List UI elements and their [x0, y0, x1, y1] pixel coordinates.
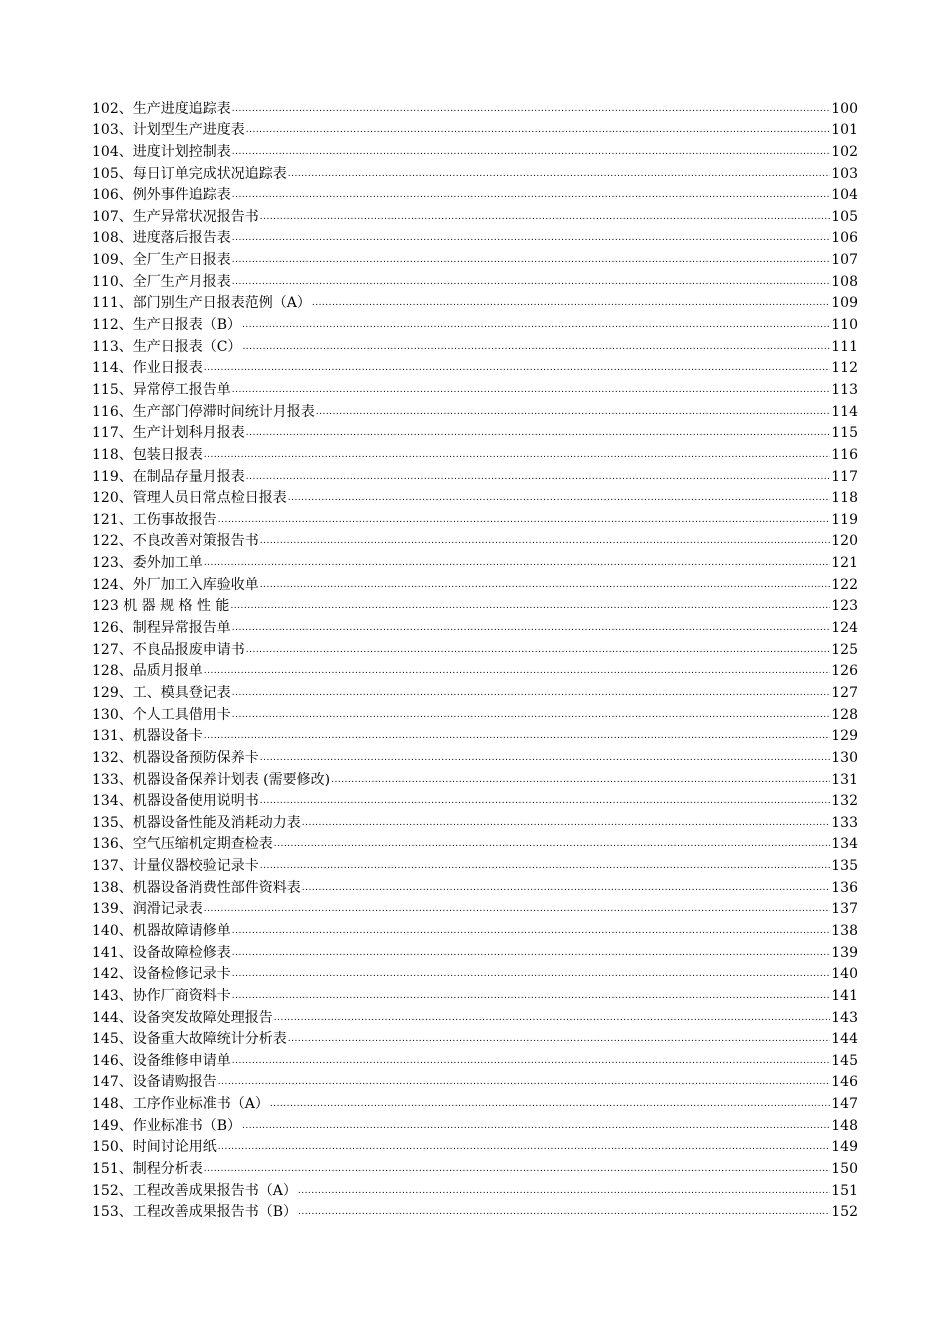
toc-entry-page-number: 148: [831, 1117, 858, 1134]
toc-entry-page-number: 122: [831, 576, 858, 593]
toc-entry[interactable]: [92, 312, 858, 334]
toc-entry[interactable]: [92, 269, 858, 291]
toc-entry[interactable]: [92, 247, 858, 269]
dot-leader: [312, 298, 830, 308]
toc-entry[interactable]: [92, 918, 858, 940]
toc-entry[interactable]: [92, 680, 858, 702]
toc-entry[interactable]: [92, 767, 858, 789]
toc-entry[interactable]: [92, 637, 858, 659]
toc-entry-title: 123、委外加工单: [92, 555, 203, 572]
dot-leader: [270, 1099, 830, 1109]
dot-leader: [298, 1207, 830, 1217]
toc-entry-page-number: 126: [831, 663, 858, 680]
toc-entry[interactable]: [92, 334, 858, 356]
dot-leader: [260, 212, 831, 222]
toc-entry-title: 104、进度计划控制表: [92, 143, 231, 160]
toc-entry-title: 114、作业日报表: [92, 360, 203, 377]
toc-entry-page-number: 116: [831, 446, 858, 463]
toc-entry-title: 153、工程改善成果报告书（B）: [92, 1204, 298, 1221]
dot-leader: [260, 861, 831, 871]
dot-leader: [246, 472, 831, 482]
dot-leader: [298, 1186, 830, 1196]
toc-entry-page-number: 124: [831, 620, 858, 637]
toc-entry-title: 106、例外事件追踪表: [92, 187, 231, 204]
dot-leader: [302, 883, 831, 893]
toc-entry-page-number: 103: [831, 165, 858, 182]
toc-entry[interactable]: [92, 1070, 858, 1092]
toc-entry-page-number: 120: [831, 533, 858, 550]
toc-entry[interactable]: [92, 962, 858, 984]
toc-entry[interactable]: [92, 550, 858, 572]
dot-leader: [218, 1142, 831, 1152]
toc-entry-title: 127、不良品报废申请书: [92, 641, 245, 658]
toc-entry-title: 142、设备检修记录卡: [92, 966, 231, 983]
toc-entry-title: 135、机器设备性能及消耗动力表: [92, 814, 301, 831]
toc-entry[interactable]: [92, 291, 858, 313]
dot-leader: [260, 536, 831, 546]
toc-entry[interactable]: [92, 724, 858, 746]
dot-leader: [242, 342, 830, 352]
toc-entry-title: 121、工伤事故报告: [92, 511, 217, 528]
toc-entry[interactable]: [92, 810, 858, 832]
toc-entry[interactable]: [92, 1135, 858, 1157]
toc-entry[interactable]: [92, 1027, 858, 1049]
toc-entry-title: 119、在制品存量月报表: [92, 468, 245, 485]
dot-leader: [232, 104, 831, 114]
toc-entry-page-number: 140: [831, 966, 858, 983]
toc-entry-page-number: 100: [831, 100, 858, 117]
dot-leader: [232, 233, 831, 243]
toc-entry-title: 110、全厂生产月报表: [92, 273, 231, 290]
toc-entry[interactable]: [92, 789, 858, 811]
toc-entry-page-number: 129: [831, 728, 858, 745]
toc-entry-page-number: 113: [831, 381, 858, 398]
dot-leader: [232, 688, 831, 698]
toc-entry-title: 128、品质月报单: [92, 663, 203, 680]
dot-leader: [246, 428, 831, 438]
toc-entry-title: 152、工程改善成果报告书（A）: [92, 1182, 297, 1199]
toc-entry-page-number: 106: [831, 230, 858, 247]
toc-entry-page-number: 131: [831, 771, 858, 788]
toc-entry-page-number: 133: [831, 814, 858, 831]
toc-entry[interactable]: [92, 161, 858, 183]
toc-entry-page-number: 105: [831, 208, 858, 225]
toc-entry-title: 148、工序作业标准书（A）: [92, 1096, 269, 1113]
toc-entry[interactable]: [92, 745, 858, 767]
dot-leader: [232, 385, 831, 395]
toc-entry-page-number: 111: [831, 338, 858, 355]
dot-leader: [232, 190, 831, 200]
toc-entry-title: 147、设备请购报告: [92, 1074, 217, 1091]
dot-leader: [242, 1121, 830, 1131]
toc-entry-page-number: 136: [831, 879, 858, 896]
dot-leader: [260, 796, 831, 806]
dot-leader: [232, 147, 831, 157]
toc-entry-page-number: 152: [831, 1204, 858, 1221]
toc-entry-title: 134、机器设备使用说明书: [92, 793, 259, 810]
toc-entry[interactable]: [92, 226, 858, 248]
toc-entry-title: 107、生产异常状况报告书: [92, 208, 259, 225]
toc-entry-title: 112、生产日报表（B）: [92, 317, 242, 334]
toc-entry-page-number: 149: [831, 1139, 858, 1156]
toc-entry[interactable]: [92, 832, 858, 854]
toc-entry-title: 136、空气压缩机定期查检表: [92, 836, 273, 853]
toc-entry-page-number: 151: [831, 1182, 858, 1199]
toc-entry-title: 150、时间讨论用纸: [92, 1139, 217, 1156]
toc-entry[interactable]: [92, 1048, 858, 1070]
dot-leader: [274, 1013, 831, 1023]
toc-entry[interactable]: [92, 940, 858, 962]
dot-leader: [204, 558, 831, 568]
toc-entry-page-number: 127: [831, 684, 858, 701]
toc-entry[interactable]: [92, 875, 858, 897]
toc-entry[interactable]: [92, 529, 858, 551]
dot-leader: [246, 645, 831, 655]
toc-entry[interactable]: [92, 897, 858, 919]
toc-entry-title: 111、部门别生产日报表范例（A）: [92, 295, 311, 312]
toc-entry-page-number: 145: [831, 1052, 858, 1069]
toc-entry-title: 116、生产部门停滞时间统计月报表: [92, 403, 315, 420]
toc-entry-title: 105、每日订单完成状况追踪表: [92, 165, 287, 182]
toc-entry[interactable]: [92, 183, 858, 205]
toc-entry[interactable]: [92, 399, 858, 421]
toc-entry-page-number: 150: [831, 1161, 858, 1178]
dot-leader: [288, 493, 831, 503]
dot-leader: [204, 450, 831, 460]
dot-leader: [232, 623, 831, 633]
toc-entry-page-number: 144: [831, 1031, 858, 1048]
toc-entry-page-number: 115: [831, 425, 858, 442]
toc-entry-title: 146、设备维修申请单: [92, 1052, 231, 1069]
toc-entry-title: 130、个人工具借用卡: [92, 706, 231, 723]
toc-entry[interactable]: [92, 486, 858, 508]
toc-entry-page-number: 109: [831, 295, 858, 312]
toc-entry-title: 149、作业标准书（B）: [92, 1117, 242, 1134]
toc-entry-title: 108、进度落后报告表: [92, 230, 231, 247]
toc-entry-title: 123 机 器 规 格 性 能: [92, 598, 230, 615]
dot-leader: [218, 515, 831, 525]
toc-entry-title: 131、机器设备卡: [92, 728, 203, 745]
dot-leader: [232, 255, 831, 265]
toc-entry-title: 113、生产日报表（C）: [92, 338, 242, 355]
toc-entry-title: 117、生产计划科月报表: [92, 425, 245, 442]
toc-entry-title: 122、不良改善对策报告书: [92, 533, 259, 550]
toc-entry[interactable]: [92, 442, 858, 464]
toc-entry-title: 141、设备故障检修表: [92, 944, 231, 961]
toc-entry-page-number: 139: [831, 944, 858, 961]
toc-entry-page-number: 102: [831, 143, 858, 160]
toc-entry-title: 143、协作厂商资料卡: [92, 987, 231, 1004]
toc-entry-page-number: 134: [831, 836, 858, 853]
toc-entry-title: 133、机器设备保养计划表 (需要修改): [92, 771, 331, 788]
toc-entry[interactable]: [92, 204, 858, 226]
dot-leader: [316, 407, 831, 417]
dot-leader: [246, 125, 831, 135]
toc-entry-page-number: 117: [831, 468, 858, 485]
toc-entry[interactable]: [92, 615, 858, 637]
toc-entry-title: 124、外厂加工入库验收单: [92, 576, 259, 593]
dot-leader: [218, 1077, 831, 1087]
dot-leader: [204, 1164, 831, 1174]
dot-leader: [204, 363, 831, 373]
toc-entry-page-number: 118: [831, 490, 858, 507]
toc-entry-title: 151、制程分析表: [92, 1161, 203, 1178]
toc-entry-page-number: 108: [831, 273, 858, 290]
toc-entry-title: 139、润滑记录表: [92, 901, 203, 918]
dot-leader: [331, 775, 830, 785]
dot-leader: [232, 991, 831, 1001]
toc-entry-title: 103、计划型生产进度表: [92, 122, 245, 139]
toc-entry-page-number: 112: [831, 360, 858, 377]
dot-leader: [230, 601, 830, 611]
toc-entry-page-number: 101: [831, 122, 858, 139]
toc-entry-title: 120、管理人员日常点检日报表: [92, 490, 287, 507]
toc-entry[interactable]: [92, 1178, 858, 1200]
toc-entry-page-number: 141: [831, 987, 858, 1004]
toc-entry[interactable]: [92, 464, 858, 486]
toc-entry[interactable]: [92, 139, 858, 161]
dot-leader: [232, 969, 831, 979]
toc-entry-title: 145、设备重大故障统计分析表: [92, 1031, 287, 1048]
toc-entry[interactable]: [92, 1091, 858, 1113]
dot-leader: [260, 753, 831, 763]
dot-leader: [232, 926, 831, 936]
toc-entry-page-number: 123: [831, 598, 858, 615]
toc-entry[interactable]: [92, 1005, 858, 1027]
toc-entry-page-number: 135: [831, 858, 858, 875]
toc-entry-title: 118、包装日报表: [92, 446, 203, 463]
toc-entry-page-number: 125: [831, 641, 858, 658]
toc-entry-page-number: 147: [831, 1096, 858, 1113]
dot-leader: [204, 904, 831, 914]
toc-entry-title: 109、全厂生产日报表: [92, 252, 231, 269]
toc-entry-page-number: 146: [831, 1074, 858, 1091]
toc-entry-page-number: 114: [831, 403, 858, 420]
toc-entry[interactable]: [92, 853, 858, 875]
toc-entry-title: 102、生产进度追踪表: [92, 100, 231, 117]
toc-entry-page-number: 110: [831, 317, 858, 334]
toc-entry[interactable]: [92, 659, 858, 681]
dot-leader: [232, 277, 831, 287]
toc-entry[interactable]: [92, 983, 858, 1005]
toc-entry-page-number: 132: [831, 793, 858, 810]
toc-entry[interactable]: [92, 377, 858, 399]
dot-leader: [242, 320, 830, 330]
table-of-contents: [92, 96, 858, 1221]
toc-entry-title: 138、机器设备消费性部件资料表: [92, 879, 301, 896]
dot-leader: [274, 839, 831, 849]
toc-entry-title: 129、工、模具登记表: [92, 684, 231, 701]
toc-entry-title: 144、设备突发故障处理报告: [92, 1009, 273, 1026]
dot-leader: [232, 1056, 831, 1066]
toc-entry[interactable]: [92, 356, 858, 378]
toc-entry-page-number: 121: [831, 555, 858, 572]
toc-entry[interactable]: [92, 1113, 858, 1135]
toc-entry-page-number: 107: [831, 252, 858, 269]
dot-leader: [204, 666, 831, 676]
toc-entry[interactable]: [92, 572, 858, 594]
toc-entry-page-number: 119: [831, 511, 858, 528]
toc-entry-title: 140、机器故障请修单: [92, 922, 231, 939]
toc-entry[interactable]: [92, 507, 858, 529]
toc-entry-page-number: 138: [831, 922, 858, 939]
dot-leader: [204, 731, 831, 741]
toc-entry-page-number: 128: [831, 706, 858, 723]
toc-entry[interactable]: [92, 702, 858, 724]
dot-leader: [288, 169, 831, 179]
dot-leader: [260, 580, 831, 590]
toc-entry[interactable]: [92, 118, 858, 140]
toc-entry[interactable]: [92, 1156, 858, 1178]
dot-leader: [232, 710, 831, 720]
toc-entry-title: 115、异常停工报告单: [92, 381, 231, 398]
toc-entry-title: 137、计量仪器校验记录卡: [92, 858, 259, 875]
dot-leader: [302, 818, 831, 828]
toc-entry[interactable]: [92, 594, 858, 616]
toc-entry-page-number: 137: [831, 901, 858, 918]
toc-entry-page-number: 143: [831, 1009, 858, 1026]
dot-leader: [232, 948, 831, 958]
toc-entry[interactable]: [92, 96, 858, 118]
toc-entry-page-number: 130: [831, 749, 858, 766]
toc-entry-title: 126、制程异常报告单: [92, 620, 231, 637]
toc-entry-title: 132、机器设备预防保养卡: [92, 749, 259, 766]
toc-entry[interactable]: [92, 1200, 858, 1222]
dot-leader: [288, 1034, 831, 1044]
toc-entry-page-number: 104: [831, 187, 858, 204]
toc-entry[interactable]: [92, 421, 858, 443]
